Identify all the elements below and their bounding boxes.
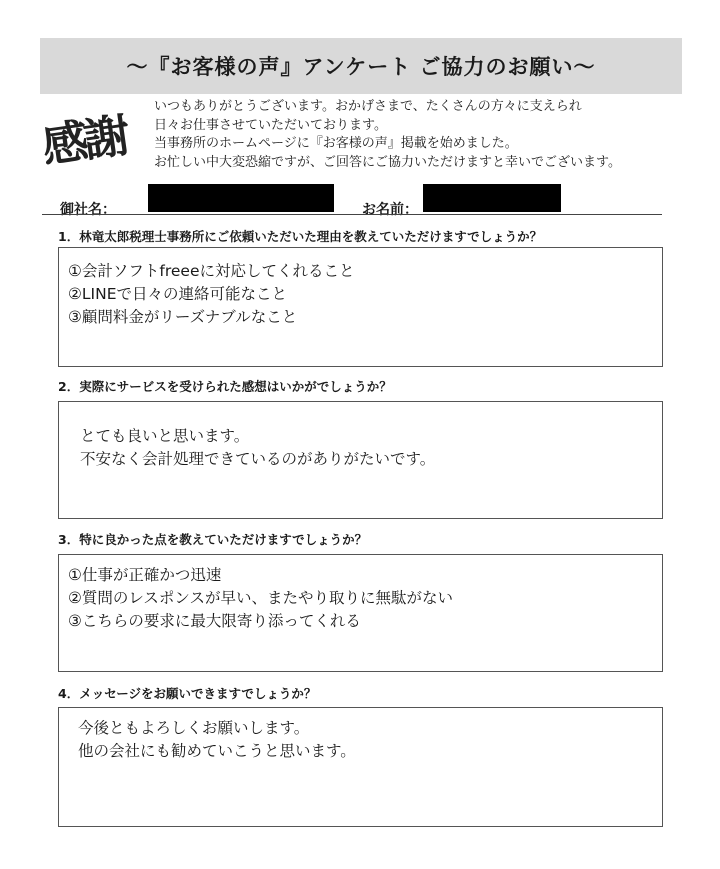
question-number: 4． (58, 686, 80, 701)
answer-1 (68, 260, 355, 329)
kansha-calligraphy-logo: 感謝 (38, 108, 130, 174)
answer-line: ②質問のレスポンスが早い、またやり取りに無駄がない (68, 589, 453, 607)
answer-line: 今後ともよろしくお願いします。 (78, 719, 310, 737)
company-name-redaction (148, 184, 334, 212)
answer-line: ①仕事が正確かつ迅速 (68, 566, 222, 584)
intro-text (154, 98, 694, 172)
question-text: 林竜太郎税理士事務所にご依頼いただいた理由を教えていただけますでしょうか？ (79, 229, 543, 244)
answer-line: とても良いと思います。 (80, 427, 250, 445)
customer-name-redaction (423, 184, 561, 212)
intro-line: いつもありがとうございます。おかげさまで、たくさんの方々に支えられ (154, 99, 582, 114)
question-text: 実際にサービスを受けられた感想はいかがでしょうか？ (79, 379, 392, 394)
survey-title: ～『お客様の声』アンケート ご協力のお願い～ (40, 38, 682, 94)
question-number: 3． (58, 532, 80, 547)
intro-line: 日々お仕事させていただいております。 (154, 117, 387, 133)
question-number: 2． (58, 379, 80, 394)
answer-line: ③こちらの要求に最大限寄り添ってくれる (68, 612, 361, 630)
customer-name-label: お名前： (362, 202, 418, 218)
answer-2 (80, 425, 435, 471)
answer-line: ③顧問料金がリーズナブルなこと (68, 308, 298, 326)
company-name-label: 御社名： (60, 202, 116, 218)
intro-line: お忙しい中大変恐縮ですが、ご回答にご協力いただけますと幸いでございます。 (154, 154, 621, 170)
answer-4 (78, 717, 356, 763)
question-1 (58, 227, 542, 245)
question-text: メッセージをお願いできますでしょうか？ (79, 686, 317, 701)
answer-line: ①会計ソフトfreeeに対応してくれること (68, 262, 355, 280)
answer-line: 他の会社にも勧めていこうと思います。 (78, 742, 356, 760)
question-text: 特に良かった点を教えていただけますでしょうか？ (79, 532, 368, 547)
answer-line: 不安なく会計処理できているのがありがたいです。 (80, 450, 436, 468)
name-underline (42, 214, 662, 215)
question-3 (58, 530, 367, 548)
question-number: 1． (58, 229, 80, 244)
answer-line: ②LINEで日々の連絡可能なこと (68, 285, 287, 303)
question-4 (58, 684, 316, 702)
question-2 (58, 377, 392, 395)
intro-line: 当事務所のホームページに『お客様の声』掲載を始めました。 (154, 136, 518, 151)
answer-3 (68, 564, 453, 633)
